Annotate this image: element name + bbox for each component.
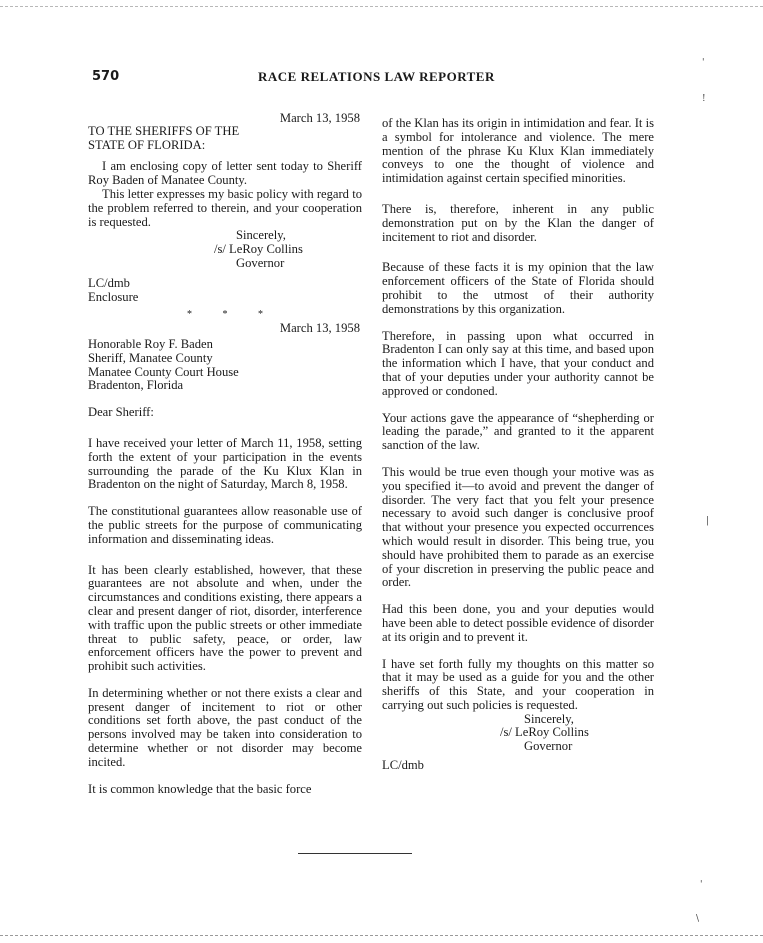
letter1-enclosure: Enclosure bbox=[88, 289, 139, 304]
letter2-date: March 13, 1958 bbox=[279, 321, 360, 336]
scan-edge-bottom bbox=[0, 935, 763, 936]
letter2-signature-title: Governor bbox=[524, 739, 573, 754]
letter2-paragraph: of the Klan has its origin in intimidation and fear. It is a symbol for intolerance and violence. The mere mention of the phrase Ku Klux Klan immediately conveys to one the thought of violence and intimidation against certain specified minorities. bbox=[382, 116, 654, 186]
letter2-address-line: Sheriff, Manatee County bbox=[88, 350, 213, 365]
letter2-closing: Sincerely, bbox=[524, 711, 574, 726]
letter2-paragraph: Had this been done, you and your deputies would have been able to detect possible evidence of disorder at its origin and to prevent it. bbox=[382, 602, 654, 644]
letter2-paragraph: Your actions gave the appearance of “shepherding or leading the parade,” and granted to it the apparent sanction of the law. bbox=[382, 410, 654, 453]
letter2-paragraph: There is, therefore, inherent in any public demonstration put on by the Klan the danger of incitement to riot and disorder. bbox=[382, 201, 654, 244]
letter2-paragraph: I have set forth fully my thoughts on this matter so that it may be used as a guide for you and the other sheriffs of this State, and your cooperation in carrying out such policies is requested. bbox=[382, 656, 654, 712]
letter1-address-line: STATE OF FLORIDA: bbox=[88, 137, 206, 152]
right-column bbox=[382, 117, 654, 773]
letter2-paragraph: Therefore, in passing upon what occurred in Bradenton I can only say at this time, and based upon the information which I have, that your conduct and that of your deputies under your authority cannot be approved or condoned. bbox=[382, 328, 654, 398]
letter1-date: March 13, 1958 bbox=[279, 111, 360, 125]
scan-speck: ' bbox=[702, 58, 705, 68]
letter2-paragraph: Because of these facts it is my opinion that the law enforcement officers of the State of Florida should prohibit to the utmost of their authority demonstrations by this organization. bbox=[382, 260, 654, 316]
letter1-signature-title: Governor bbox=[236, 255, 285, 270]
running-title: RACE RELATIONS LAW REPORTER bbox=[258, 69, 495, 84]
scan-edge-top bbox=[0, 6, 763, 7]
letter1-paragraph: This letter expresses my basic policy with regard to the problem referred to therein, and your cooperation is requested. bbox=[88, 186, 362, 229]
letter1-closing: Sincerely, bbox=[236, 228, 286, 243]
scan-speck: ! bbox=[702, 94, 706, 104]
letter2-paragraph: The constitutional guarantees allow reasonable use of the public streets for the purpose of communicating information and disseminating ideas. bbox=[88, 504, 362, 546]
letter2-address-line: Bradenton, Florida bbox=[88, 378, 184, 393]
letter1-address-line: TO THE SHERIFFS OF THE bbox=[88, 123, 240, 138]
letter1-signature: /s/ LeRoy Collins bbox=[214, 242, 303, 257]
letter2-address-line: Manatee County Court House bbox=[88, 364, 239, 379]
letter1-initials: LC/dmb bbox=[88, 275, 130, 290]
footer-rule bbox=[298, 853, 412, 854]
letter1-paragraph: I am enclosing copy of letter sent today to Sheriff Roy Baden of Manatee County. bbox=[88, 159, 362, 188]
letter2-paragraph: It is common knowledge that the basic force bbox=[88, 781, 312, 796]
letter2-paragraph: It has been clearly established, however, that these guarantees are not absolute and when, under the circumstances and conditions existing, there appears a clear and present danger of riot, disorder, interference with traffic upon the public streets or other immediate threat to public safety, peace, or order, law enforcement officers have the power to prevent and prohibit such activities. bbox=[88, 562, 362, 674]
letter2-paragraph: This would be true even though your motive was as you specified it—to avoid and prevent the danger of disorder. The very fact that you felt your presence necessary to avoid such danger is conclusive proof that without your presence you expected occurrences which would result in disorder. This being true, you should have prohibited them to parade as an exercise of your discretion in preserving the public peace and order. bbox=[382, 464, 654, 590]
letter2-salutation: Dear Sheriff: bbox=[88, 405, 154, 420]
page-number: 570 bbox=[92, 69, 120, 84]
scan-speck: | bbox=[706, 516, 710, 526]
scan-speck: \ bbox=[696, 914, 700, 924]
letter2-address-line: Honorable Roy F. Baden bbox=[88, 336, 213, 351]
section-separator: * * * bbox=[187, 309, 277, 321]
left-column bbox=[88, 112, 362, 796]
letter2-signature: /s/ LeRoy Collins bbox=[500, 725, 589, 740]
letter2-initials: LC/dmb bbox=[382, 758, 424, 773]
scan-speck: ' bbox=[700, 880, 703, 890]
letter2-paragraph: In determining whether or not there exists a clear and present danger of incitement to riot or other conditions set forth above, the past conduct of the persons involved may be taken into consideration to determine whether or not disorder may become incited. bbox=[88, 685, 362, 769]
letter2-paragraph: I have received your letter of March 11, 1958, setting forth the extent of your participation in the events surrounding the parade of the Ku Klux Klan in Bradenton on the night of Saturday, March 8, 1958. bbox=[88, 435, 362, 492]
